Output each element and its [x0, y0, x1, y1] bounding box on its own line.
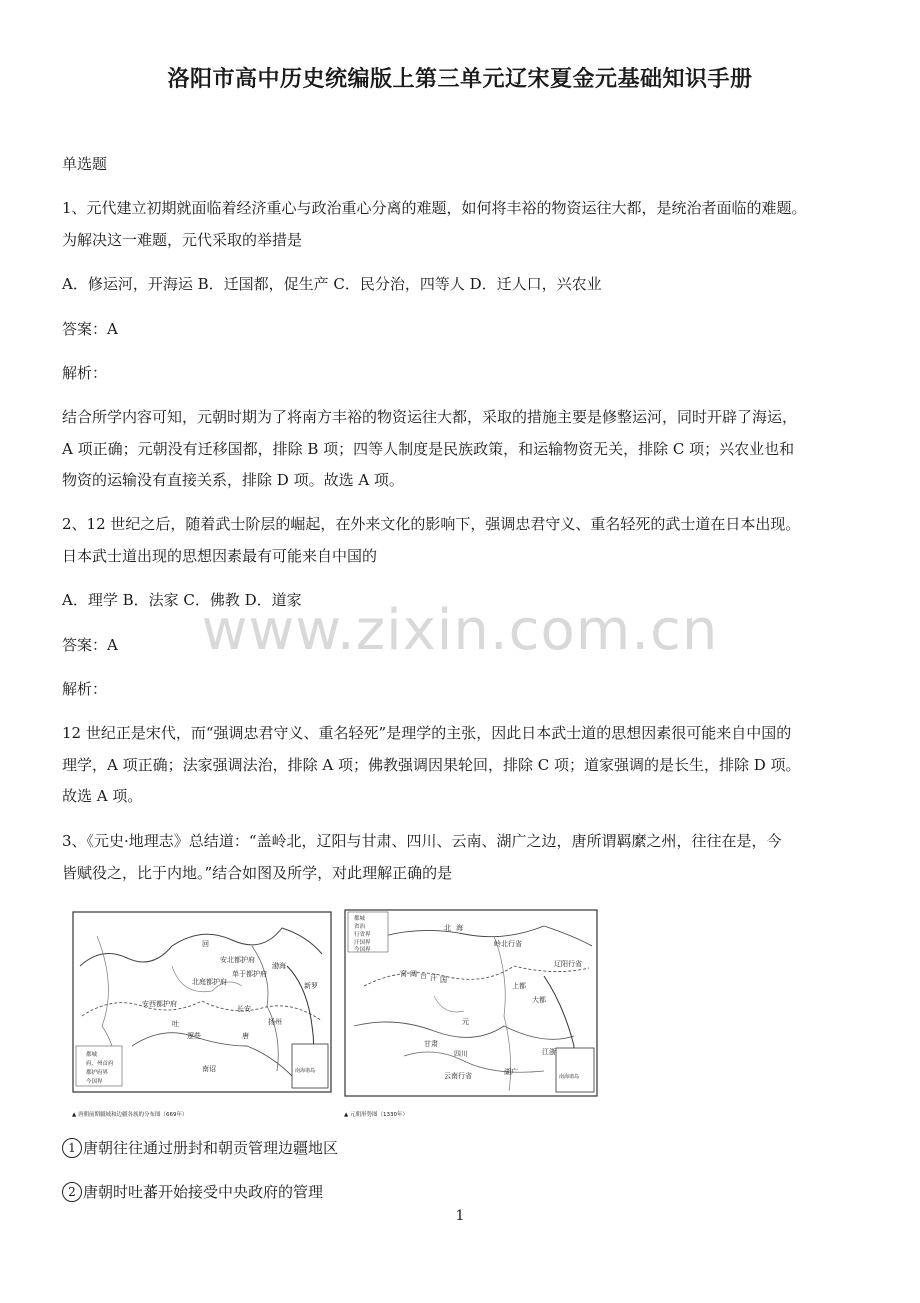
question-1-answer: 答案：A — [62, 320, 118, 338]
tang-map-label: 逻些 — [187, 1032, 201, 1040]
yuan-map-label: 台 — [420, 972, 427, 980]
tang-map-legend-item: 今国界 — [86, 1079, 103, 1085]
tang-map-inset-label: 南海诸岛 — [295, 1068, 316, 1074]
yuan-map-label: 甘肃 — [424, 1040, 438, 1048]
question-1-analysis-line2: A 项正确；元朝没有迁移国都，排除 B 项；四等人制度是民族政策，和运输物资无关，排除 C 项；兴农业也和 — [62, 440, 795, 458]
yuan-map-legend-item: 都城 — [354, 916, 366, 922]
yuan-map-label: 汗 — [430, 974, 437, 982]
tang-map-label: 北庭都护府 — [192, 978, 227, 986]
tang-map-label: 长安 — [237, 1005, 251, 1013]
tang-map — [72, 906, 334, 1118]
question-3-stem-line1: 3、《元史·地理志》总结道：“盖岭北，辽阳与甘肃、四川、云南、湖广之边，唐所谓羁縻之州，往往在是，今 — [62, 832, 782, 850]
question-1-options: A．修运河，开海运 B．迁国都，促生产 C．民分治，四等人 D．迁人口，兴农业 — [62, 275, 602, 293]
page-number: 1 — [455, 1208, 465, 1224]
tang-map-legend-item: 都护府界 — [86, 1070, 109, 1076]
yuan-map-legend-item: 汗国界 — [354, 940, 371, 946]
yuan-map-label: 国 — [440, 976, 447, 984]
option-1-number-circle: 1 — [62, 1138, 82, 1158]
yuan-map-label: 海 — [456, 924, 463, 932]
yuan-map-label: 大都 — [532, 996, 546, 1004]
yuan-map-label: 元 — [462, 1018, 469, 1026]
question-3-stem-line2: 皆赋役之，比于内地。”结合如图及所学，对此理解正确的是 — [62, 864, 453, 882]
question-2-answer: 答案：A — [62, 636, 118, 654]
yuan-map-label: 湖广 — [504, 1068, 518, 1076]
yuan-map-label: 上都 — [512, 982, 526, 990]
watermark: www.zixin.com.cn — [201, 598, 719, 663]
tang-map-label: 回 — [202, 940, 209, 948]
yuan-map-label: 岭北行省 — [494, 940, 522, 948]
question-3-option-1 — [62, 1132, 868, 1164]
yuan-map — [344, 906, 600, 1118]
tang-map-legend-item: 府、州首府 — [86, 1061, 114, 1067]
yuan-map-legend-item: 行省界 — [354, 932, 371, 938]
tang-map-label: 南诏 — [202, 1065, 216, 1073]
option-2-number-circle: 2 — [62, 1182, 82, 1202]
question-2-options: A．理学 B．法家 C．佛教 D．道家 — [62, 591, 302, 609]
tang-map-caption: ▲ 唐朝前期疆域和边疆各族的分布图（669年） — [72, 1112, 188, 1118]
question-1-analysis-line3: 物资的运输没有直接关系，排除 D 项。故选 A 项。 — [62, 471, 404, 489]
question-3-option-2 — [62, 1176, 868, 1208]
tang-map-label: 唐 — [242, 1032, 249, 1040]
tang-map-label: 安北都护府 — [220, 956, 255, 964]
question-1-analysis-label: 解析： — [62, 364, 108, 382]
option-1-text: 唐朝往往通过册封和朝贡管理边疆地区 — [83, 1139, 339, 1157]
question-1-stem-line2: 为解决这一难题，元代采取的举措是 — [62, 231, 303, 249]
page-title: 洛阳市高中历史统编版上第三单元辽宋夏金元基础知识手册 — [167, 66, 753, 92]
tang-map-label: 单于都护府 — [232, 970, 267, 978]
tang-map-label: 渤海 — [272, 962, 286, 970]
section-heading: 单选题 — [62, 155, 108, 173]
question-2-analysis-line1: 12 世纪正是宋代，而“强调忠君守义、重名轻死”是理学的主张，因此日本武士道的思想因素很可能来自中国的 — [62, 724, 792, 742]
tang-map-label: 安西都护府 — [142, 1000, 177, 1008]
option-2-text: 唐朝时吐蕃开始接受中央政府的管理 — [83, 1183, 324, 1201]
question-2-analysis-line2: 理学，A 项正确；法家强调法治，排除 A 项；佛教强调因果轮回，排除 C 项；道家强调的是长生，排除 D 项。 — [62, 756, 801, 774]
tang-map-label: 吐 — [172, 1020, 179, 1028]
yuan-map-caption: ▲ 元朝形势图（1330年） — [344, 1112, 408, 1118]
yuan-map-label: 阔 — [410, 970, 417, 978]
yuan-map-label: 江浙 — [542, 1048, 556, 1056]
yuan-map-legend-item: 今国界 — [354, 947, 371, 953]
tang-map-label: 扬州 — [268, 1018, 282, 1026]
yuan-map-label: 辽阳行省 — [554, 960, 582, 968]
yuan-map-legend-item: 省治 — [354, 924, 366, 930]
tang-map-legend-item: 都城 — [86, 1052, 98, 1058]
tang-map-label: 新罗 — [304, 982, 318, 990]
yuan-map-inset-label: 南海诸岛 — [559, 1074, 580, 1080]
yuan-map-label: 云南行省 — [444, 1072, 472, 1080]
question-2-analysis-line3: 故选 A 项。 — [62, 787, 143, 805]
yuan-map-label: 北 — [444, 924, 451, 932]
question-1-stem-line1: 1、元代建立初期就面临着经济重心与政治重心分离的难题，如何将丰裕的物资运往大都，是统治者面临的难题。 — [62, 199, 807, 217]
yuan-map-label: 窝 — [400, 970, 407, 978]
question-1-analysis-line1: 结合所学内容可知，元朝时期为了将南方丰裕的物资运往大都，采取的措施主要是修整运河，同时开辟了海运， — [62, 408, 798, 426]
question-2-stem-line2: 日本武士道出现的思想因素最有可能来自中国的 — [62, 547, 378, 565]
question-2-stem-line1: 2、12 世纪之后，随着武士阶层的崛起，在外来文化的影响下，强调忠君守义、重名轻死的武士道在日本出现。 — [62, 515, 801, 533]
question-2-analysis-label: 解析： — [62, 680, 108, 698]
yuan-map-label: 四川 — [454, 1050, 468, 1058]
